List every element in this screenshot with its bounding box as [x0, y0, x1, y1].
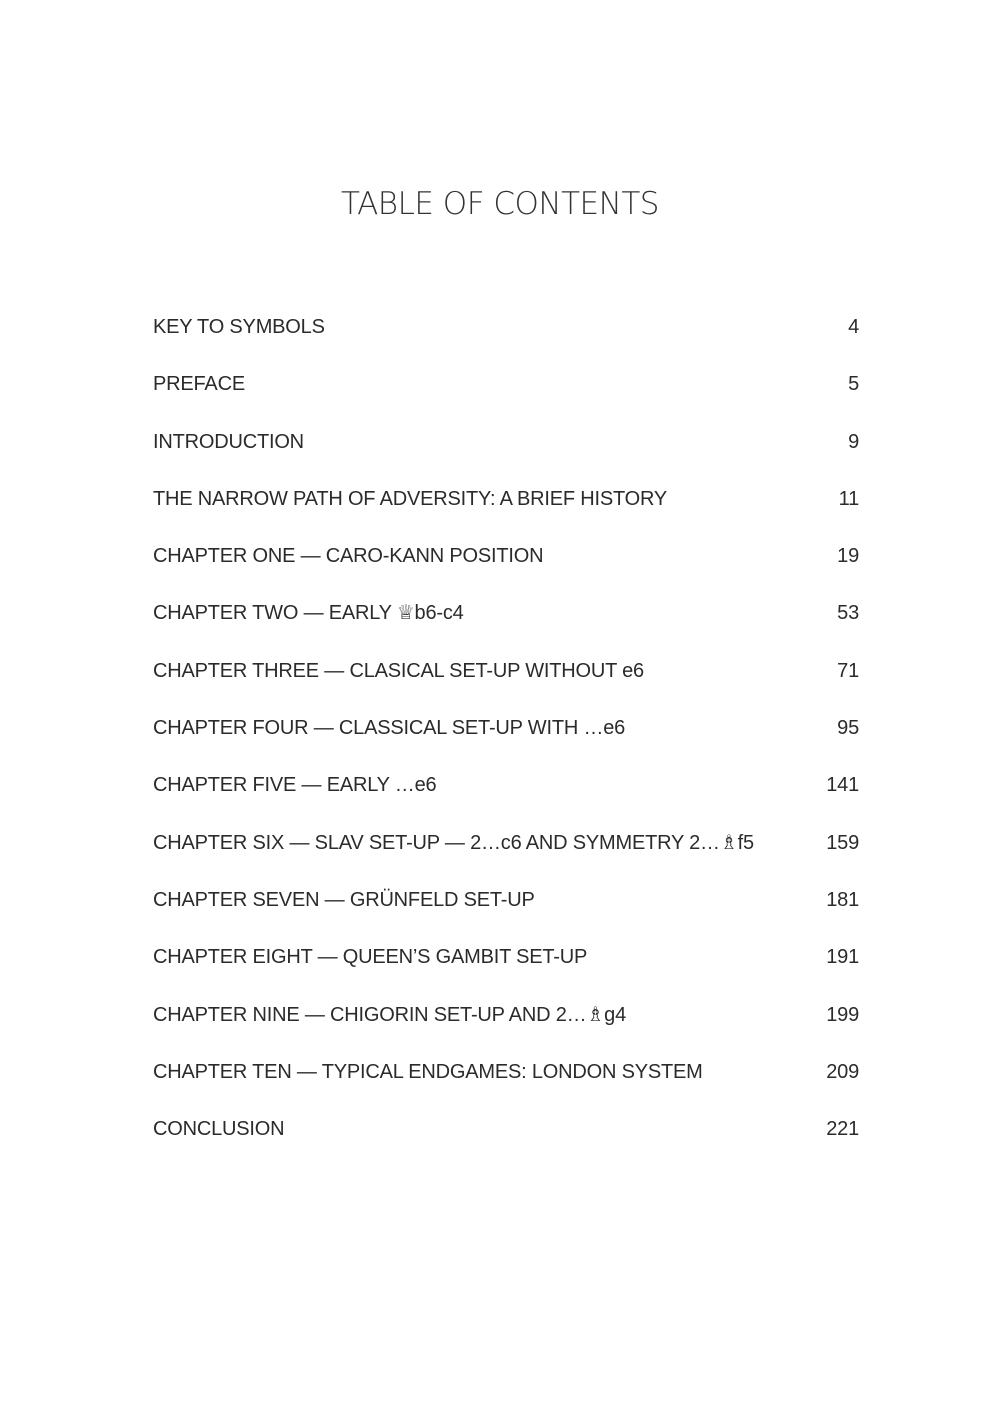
toc-entry-title: CHAPTER FOUR — CLASSICAL SET-UP WITH …e6 — [153, 717, 626, 740]
toc-entry-page-number: 4 — [848, 316, 859, 338]
toc-entry-page-number: 53 — [837, 602, 859, 625]
toc-entry-page-number: 221 — [826, 1118, 859, 1141]
toc-entry-title: PREFACE — [153, 373, 245, 396]
toc-entry-conclusion[interactable] — [153, 1109, 859, 1166]
table-of-contents — [153, 307, 859, 1166]
toc-entry-page-number: 19 — [837, 545, 859, 568]
toc-entry-page-number: 199 — [826, 1003, 859, 1026]
toc-entry-chapter-eight[interactable] — [153, 937, 859, 994]
toc-entry-page-number: 159 — [826, 831, 859, 854]
toc-entry-title: CHAPTER FIVE — EARLY …e6 — [153, 774, 437, 797]
toc-entry-title: THE NARROW PATH OF ADVERSITY: A BRIEF HISTORY — [153, 487, 668, 510]
toc-entry-title: CHAPTER TEN — TYPICAL ENDGAMES: LONDON SYSTEM — [153, 1060, 703, 1083]
toc-entry-title: CHAPTER EIGHT — QUEEN’S GAMBIT SET-UP — [153, 946, 588, 969]
toc-entry-title: KEY TO SYMBOLS — [153, 316, 325, 338]
toc-entry-page-number: 71 — [837, 659, 859, 682]
toc-entry-page-number: 191 — [826, 946, 859, 969]
toc-entry-chapter-seven[interactable] — [153, 880, 859, 937]
toc-entry-title: CHAPTER SIX — SLAV SET-UP — 2…c6 AND SYMMETRY 2…♗f5 — [153, 831, 754, 854]
toc-entry-key-to-symbols[interactable] — [153, 307, 859, 364]
toc-entry-page-number: 5 — [848, 373, 859, 396]
toc-entry-chapter-four[interactable] — [153, 708, 859, 765]
toc-entry-page-number: 11 — [838, 487, 859, 510]
page-title: TABLE OF CONTENTS — [341, 186, 659, 222]
toc-entry-chapter-one[interactable] — [153, 536, 859, 593]
toc-entry-title: CHAPTER NINE — CHIGORIN SET-UP AND 2…♗g4 — [153, 1003, 626, 1026]
toc-entry-chapter-five[interactable] — [153, 765, 859, 822]
toc-entry-page-number: 9 — [848, 430, 859, 453]
toc-entry-chapter-three[interactable] — [153, 651, 859, 708]
toc-entry-title: CHAPTER SEVEN — GRÜNFELD SET-UP — [153, 888, 535, 911]
toc-entry-page-number: 209 — [826, 1060, 859, 1083]
toc-entry-chapter-two[interactable] — [153, 593, 859, 650]
toc-entry-page-number: 95 — [837, 717, 859, 740]
toc-entry-chapter-ten[interactable] — [153, 1052, 859, 1109]
toc-entry-chapter-six[interactable] — [153, 823, 859, 880]
toc-entry-title: CHAPTER ONE — CARO-KANN POSITION — [153, 545, 544, 568]
toc-entry-page-number: 141 — [826, 774, 859, 797]
toc-entry-brief-history[interactable] — [153, 479, 859, 536]
toc-entry-title: CONCLUSION — [153, 1118, 285, 1141]
toc-entry-title: CHAPTER TWO — EARLY ♕b6-c4 — [153, 602, 464, 625]
toc-entry-introduction[interactable] — [153, 422, 859, 479]
toc-entry-preface[interactable] — [153, 364, 859, 421]
toc-entry-page-number: 181 — [826, 888, 859, 911]
toc-entry-title: CHAPTER THREE — CLASICAL SET-UP WITHOUT e6 — [153, 659, 644, 682]
toc-entry-title: INTRODUCTION — [153, 430, 304, 453]
toc-entry-chapter-nine[interactable] — [153, 995, 859, 1052]
